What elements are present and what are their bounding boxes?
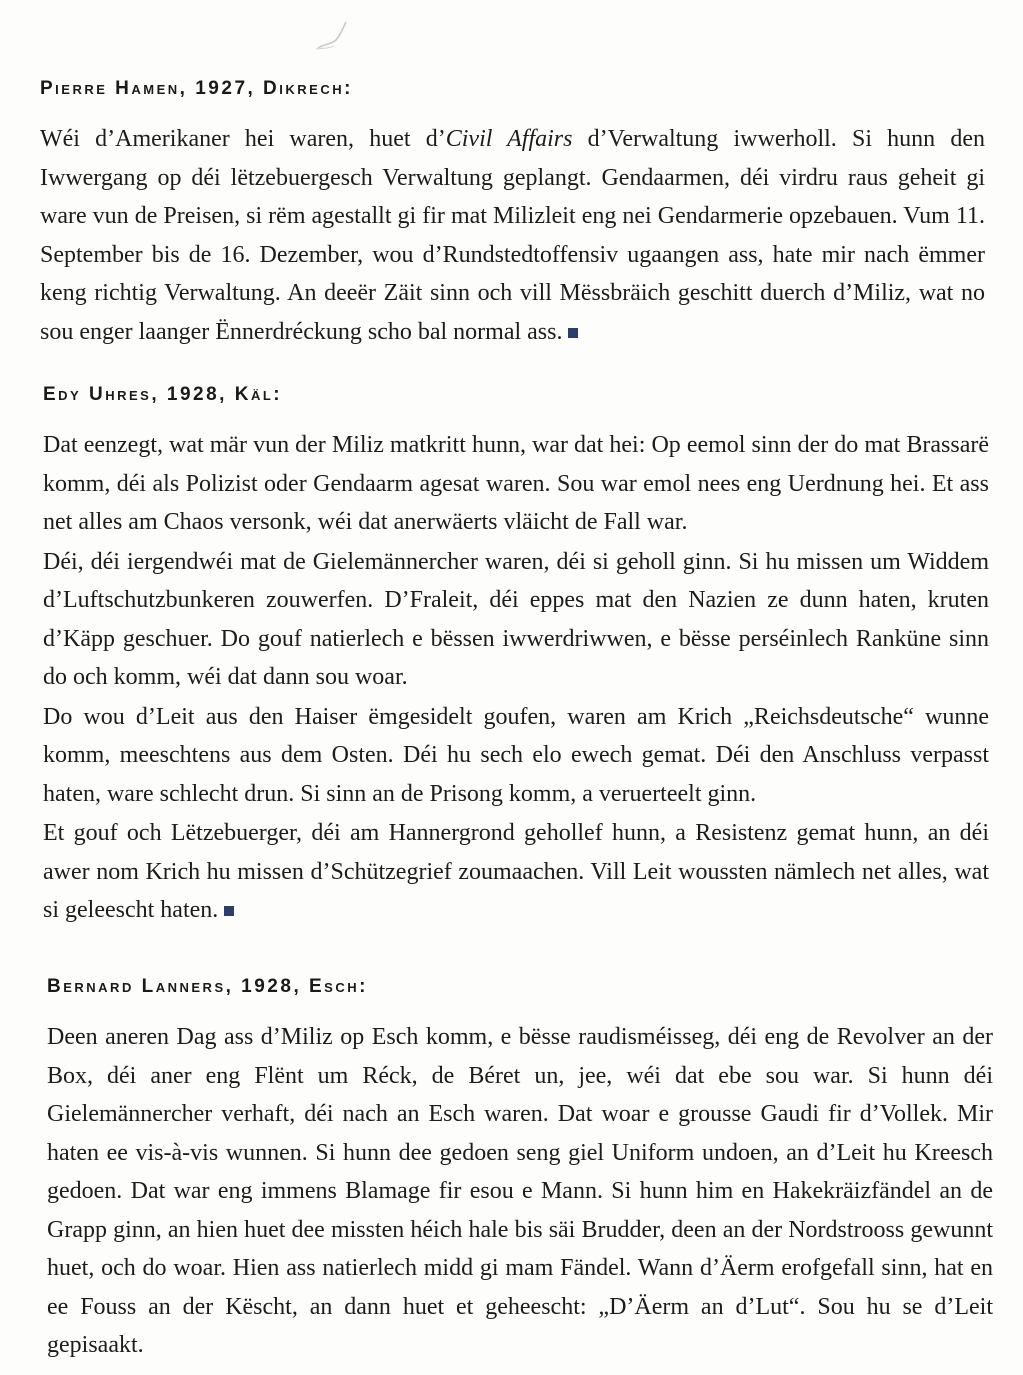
testimony-hamen [40, 78, 985, 351]
paragraph-text: Wéi d’Amerikaner hei waren, huet d’ [40, 126, 446, 152]
testimony-paragraph: Deen aneren Dag ass d’Miliz op Esch komm, e bësse raudisméisseg, déi eng de Revolver an der Box, déi aner eng Flënt um Réck, de Béret un, jee, wéi dat ebe sou war. Si hunn déi Gielemännercher verhaft, déi nach an Esch waren. Dat woar e grousse Gaudi fir d’Vollek. Mir haten ee vis-à-vis wunnen. Si hunn dee gedoen seng giel Uniform undoen, an d’Leit hu Kreesch gedoen. Dat war eng immens Blamage fir esou e Mann. Si hunn him en Hakekräizfändel an de Grapp ginn, an hien huet dee missten héich hale bis säi Brudder, deen an der Nordstrooss gewunnt huet, och do woar. Hien ass natierlech midd gi mam Fändel. Wann d’Äerm erofgefall sinn, hat en ee Fouss an der Këscht, an dann huet et geheescht: „D’Äerm an d’Lut“. Sou hu se d’Leit gepisaakt. [47, 1024, 993, 1358]
testimony-paragraph [43, 814, 989, 930]
testimony-lanners [47, 976, 993, 1365]
testimony-heading: Bernard Lanners, 1928, Esch: [47, 976, 368, 997]
testimony-paragraph: Déi, déi iergendwéi mat de Gielemännercher waren, déi si geholl ginn. Si hu missen um Widdem d’Luftschutzbunkeren zouwerfen. D’Fraleit, déi eppes mat den Nazien ze dunn haten, kruten d’Käpp geschuer. Do gouf natierlech e bëssen iwwerdriwwen, e bësse perséinlech Ranküne sinn do och komm, wéi dat dann sou woar. [43, 548, 989, 690]
ink-smudge-mark [312, 18, 352, 52]
end-of-story-square-icon [568, 328, 578, 338]
end-of-story-square-icon [224, 906, 234, 916]
testimony-uhres [43, 384, 989, 930]
italic-phrase: Civil Affairs [445, 126, 573, 152]
testimony-heading: Edy Uhres, 1928, Käl: [43, 384, 283, 405]
paragraph-text: Et gouf och Lëtzebuerger, déi am Hannergrond gehollef hunn, a Resistenz gemat hunn, an déi awer nom Krich hu missen d’Schützegrief zoumaachen. Vill Leit woussten nämlech net alles, wat si geleescht haten. [43, 820, 989, 923]
testimony-paragraph: Dat eenzegt, wat mär vun der Miliz matkritt hunn, war dat hei: Op eemol sinn der do mat Brassarë komm, déi als Polizist oder Gendaarm agesat waren. Sou war emol nees eng Uerdnung hei. Et ass net alles am Chaos versonk, wéi dat anerwäerts vläicht de Fall war. [43, 432, 989, 535]
paragraph-text: d’Verwaltung iwwerholl. Si hunn den Iwwergang op déi lëtzebuergesch Verwaltung geplangt. Gendaarmen, déi virdru raus geheit gi ware vun de Preisen, si rëm agestallt gi fir mat Milizleit eng nei Gendarmerie opzebauen. Vum 11. September bis de 16. Dezember, wou d’Rundstedtoffensiv ugaangen ass, hate mir nach ëmmer keng richtig Verwaltung. An deeër Zäit sinn och vill Mëssbräich geschitt duerch d’Miliz, wat no sou enger laanger Ënnerdréckung scho bal normal ass. [40, 126, 986, 345]
testimony-heading: Pierre Hamen, 1927, Dikrech: [40, 78, 353, 99]
testimony-paragraph [40, 120, 985, 351]
testimony-paragraph: Do wou d’Leit aus den Haiser ëmgesidelt goufen, waren am Krich „Reichsdeutsche“ wunne komm, meeschtens aus dem Osten. Déi hu sech elo ewech gemat. Déi den Anschluss verpasst haten, ware schlecht drun. Si sinn an de Prisong komm, a veruerteelt ginn. [43, 703, 989, 807]
